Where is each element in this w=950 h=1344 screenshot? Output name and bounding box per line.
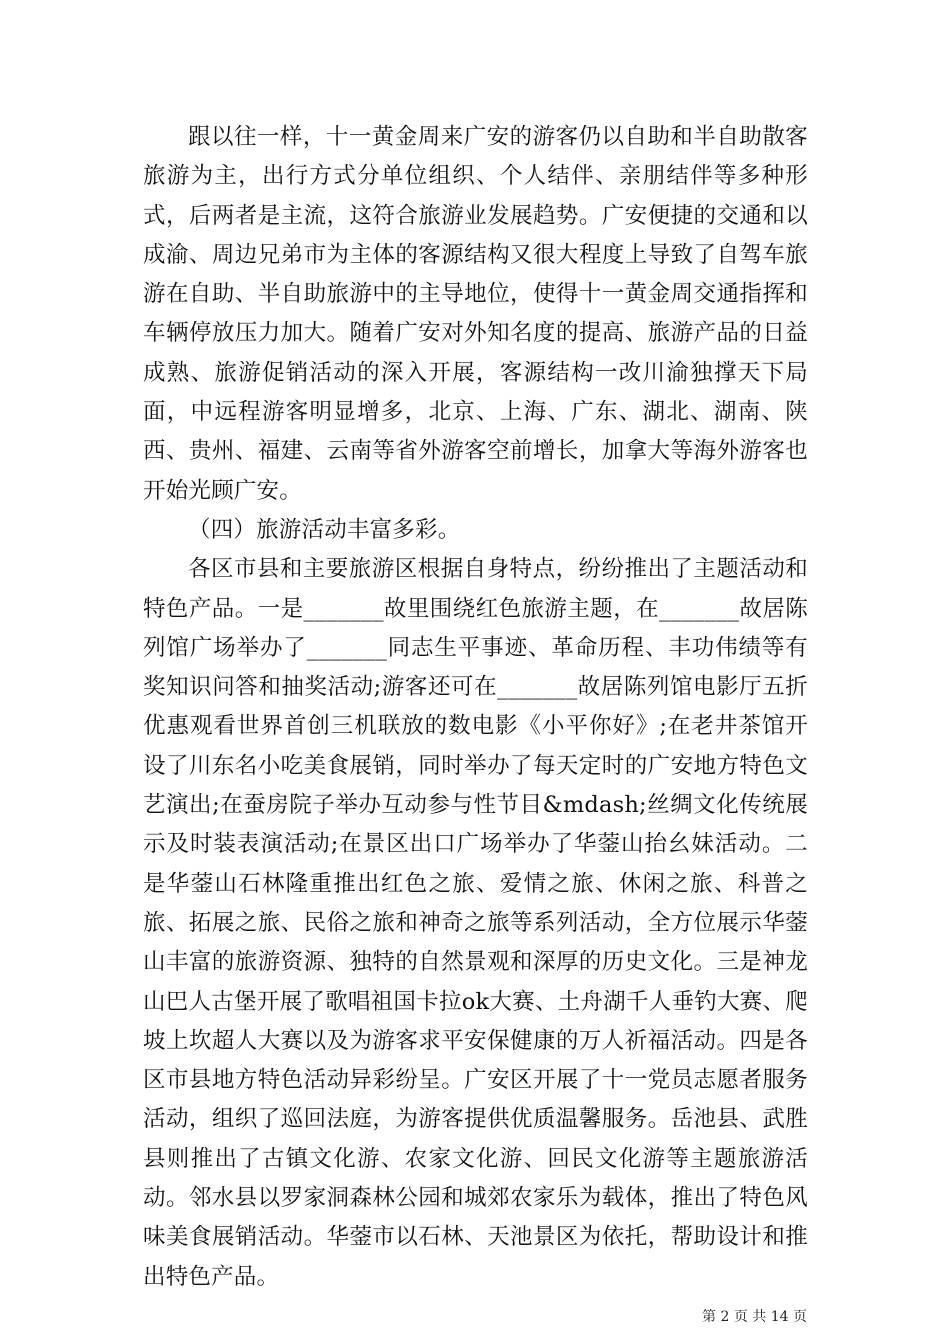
paragraph-activities: 各区市县和主要旅游区根据自身特点，纷纷推出了主题活动和特色产品。一是_______故里围绕红色旅游主题，在_______故居陈列馆广场举办了_______同志生平事迹、革命历程、丰功伟绩等有奖知识问答和抽奖活动;游客还可在_______故居陈列馆电影厅五折优惠观看世界首创三机联放的数电影《小平你好》;在老井茶馆开设了川东名小吃美食展销，同时举办了每天定时的广安地方特色文艺演出;在蚕房院子举办互动参与性节目&mdash;丝绸文化传统展示及时装表演活动;在景区出口广场举办了华蓥山抬幺妹活动。二是华蓥山石林隆重推出红色之旅、爱情之旅、休闲之旅、科普之旅、拓展之旅、民俗之旅和神奇之旅等系列活动，全方位展示华蓥山丰富的旅游资源、独特的自然景观和深厚的历史文化。三是神龙山巴人古堡开展了歌唱祖国卡拉ok大赛、土舟湖千人垂钓大赛、爬坡上坎超人大赛以及为游客求平安保健康的万人祈福活动。四是各区市县地方特色活动异彩纷呈。广安区开展了十一党员志愿者服务活动，组织了巡回法庭，为游客提供优质温馨服务。岳池县、武胜县则推出了古镇文化游、农家文化游、回民文化游等主题旅游活动。邻水县以罗家洞森林公园和城郊农家乐为载体，推出了特色风味美食展销活动。华蓥市以石林、天池景区为依托，帮助设计和推出特色产品。 bbox=[143, 556, 808, 1290]
paragraph-tourist-composition: 跟以往一样，十一黄金周来广安的游客仍以自助和半自助散客旅游为主，出行方式分单位组织、个人结伴、亲朋结伴等多种形式，后两者是主流，这符合旅游业发展趋势。广安便捷的交通和以成渝、周边兄弟市为主体的客源结构又很大程度上导致了自驾车旅游在自助、半自助旅游中的主导地位，使得十一黄金周交通指挥和车辆停放压力加大。随着广安对外知名度的提高、旅游产品的日益成熟、旅游促销活动的深入开展，客源结构一改川渝独撑天下局面，中远程游客明显增多，北京、上海、广东、湖北、湖南、陕西、贵州、福建、云南等省外游客空前增长，加拿大等海外游客也开始光顾广安。 bbox=[143, 124, 808, 504]
document-body bbox=[143, 118, 808, 1297]
section-heading-activities: （四）旅游活动丰富多彩。 bbox=[188, 516, 461, 543]
page-number-footer: 第 2 页 共 14 页 bbox=[702, 1309, 807, 1325]
